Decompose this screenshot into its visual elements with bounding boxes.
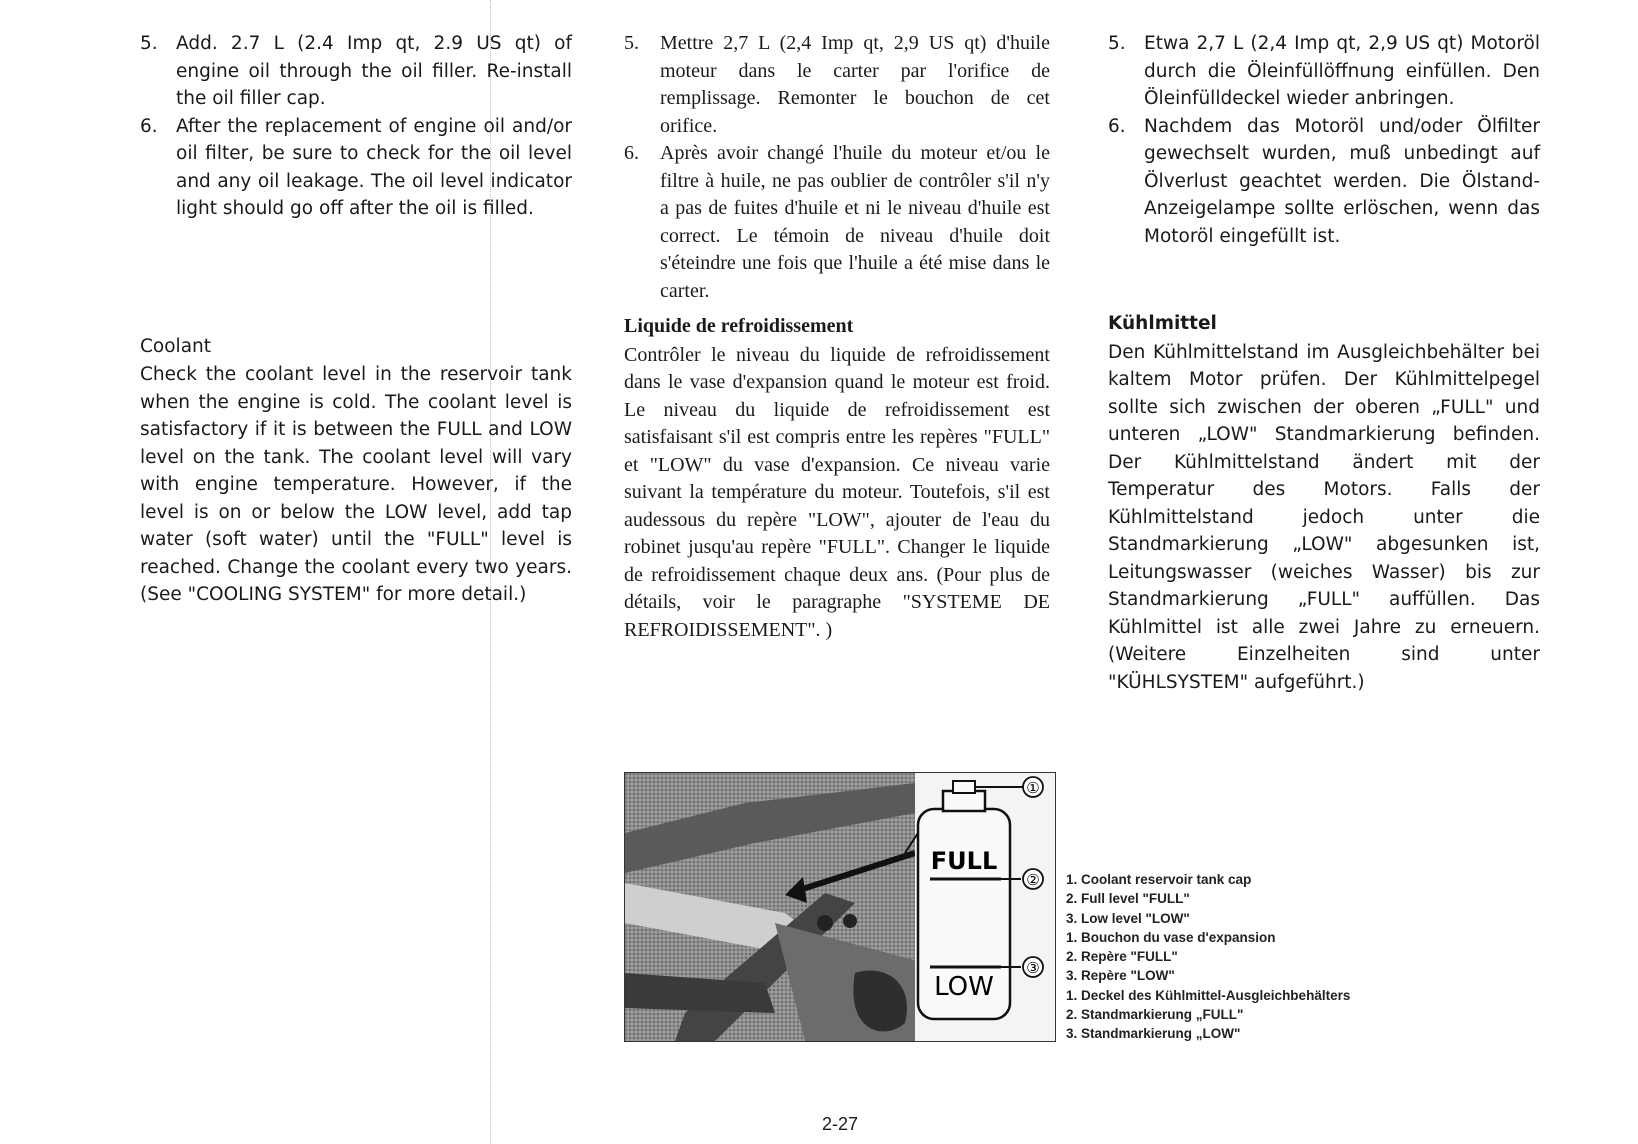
page-number: 2-27: [822, 1114, 859, 1134]
list-item: [140, 30, 572, 113]
section-body: Contrôler le niveau du liquide de refroidissement dans le vase d'expansion quand le moteur est froid. Le niveau du liquide de refroidissement est satisfaisant s'il est compris entre les repères "FULL" et "LOW" du vase d'expansion. Ce niveau varie suivant la température du moteur. Toutefois, s'il est audessous du repère "LOW", ajouter de l'eau du robinet jusqu'au repère "FULL". Changer le liquide de refroidissement chaque deux ans. (Pour plus de détails, voir le paragraphe "SYSTEME DE REFROIDISSEMENT". ): [624, 343, 1050, 641]
item-text: Add. 2.7 L (2.4 Imp qt, 2.9 US qt) of engine oil through the oil filler. Re-install the oil filler cap.: [176, 33, 572, 109]
legend-item: 3. Repère "LOW": [1066, 968, 1175, 984]
legend-item: 1. Deckel des Kühlmittel-Ausgleichbehälters: [1066, 987, 1351, 1003]
callout-1: ①: [1026, 779, 1040, 797]
legend-item: 2. Standmarkierung „FULL": [1066, 1007, 1244, 1023]
item-number: 6.: [1108, 115, 1126, 137]
low-mark-label: LOW: [934, 972, 994, 1002]
section-body: Den Kühlmittelstand im Ausgleichbehälter bei kaltem Motor prüfen. Der Kühlmittelpegel sollte sich zwischen der oberen „FULL" und unteren „LOW" Standmarkierung befinden. Der Kühlmittelstand ändert mit der Temperatur des Motors. Falls der Kühlmittelstand jedoch unter die Standmarkierung „LOW" abgesunken ist, Leitungswasser (weiches Wasser) bis zur Standmarkierung „FULL" auffüllen. Das Kühlmittel ist alle zwei Jahre zu erneuern. (Weitere Einzelheiten sind unter "KÜHLSYSTEM" aufgeführt.): [1108, 341, 1540, 693]
section-heading: Coolant: [140, 335, 212, 357]
french-column: [624, 30, 1050, 644]
spacer: [624, 305, 1050, 313]
figure-legend: [1066, 870, 1350, 1044]
item-text: Nachdem das Motoröl und/oder Ölfilter gewechselt wurden, muß unbedingt auf Ölverlust geachtet werden. Die Ölstand-Anzeigelampe sollte erlöschen, wenn das Motoröl eingefüllt ist.: [1144, 115, 1540, 247]
english-column: [140, 30, 572, 609]
item-number: 6.: [140, 115, 158, 137]
german-column: [1108, 30, 1540, 696]
legend-item: 2. Repère "FULL": [1066, 949, 1178, 965]
legend-item: 2. Full level "FULL": [1066, 891, 1190, 907]
list-item: [624, 30, 1050, 140]
item-text: After the replacement of engine oil and/or oil filter, be sure to check for the oil level and any oil leakage. The oil level indicator light should go off after the oil is filled.: [176, 115, 572, 219]
legend-item: 1. Coolant reservoir tank cap: [1066, 872, 1252, 887]
section-body: Check the coolant level in the reservoir tank when the engine is cold. The coolant level is satisfactory if it is between the FULL and LOW level on the tank. The coolant level will vary with engine temperature. However, if the level is on or below the LOW level, add tap water (soft water) until the "FULL" level is reached. Change the coolant every two years. (See "COOLING SYSTEM" for more detail.): [140, 364, 572, 605]
item-number: 6.: [624, 142, 639, 164]
legend-item: 3. Low level "LOW": [1066, 910, 1190, 926]
list-item: [624, 140, 1050, 305]
photo-illustration: [625, 773, 1055, 1041]
section-heading: Liquide de refroidissement: [624, 315, 854, 337]
item-text: Etwa 2,7 L (2,4 Imp qt, 2,9 US qt) Motoröl durch die Öleinfüllöffnung einfüllen. Den Öleinfülldeckel wieder anbringen.: [1144, 33, 1540, 109]
list-item: [1108, 30, 1540, 113]
section-heading: Kühlmittel: [1108, 313, 1217, 334]
list-item: [1108, 113, 1540, 251]
list-item: [140, 113, 572, 223]
item-text: Mettre 2,7 L (2,4 Imp qt, 2,9 US qt) d'huile moteur dans le carter par l'orifice de remplissage. Remonter le bouchon de cet orifice.: [660, 32, 1050, 137]
full-mark-label: FULL: [930, 847, 998, 875]
callout-2: ②: [1026, 871, 1040, 889]
spacer: [140, 223, 572, 333]
item-number: 5.: [624, 32, 639, 54]
legend-item: 1. Bouchon du vase d'expansion: [1066, 929, 1276, 945]
callout-3: ③: [1026, 959, 1040, 977]
item-number: 5.: [1108, 33, 1126, 54]
item-text: Après avoir changé l'huile du moteur et/ou le filtre à huile, ne pas oublier de contrôler s'il n'y a pas de fuites d'huile et ni le niveau d'huile est correct. Le témoin de niveau d'huile doit s'éteindre une fois que l'huile a été mise dans le carter.: [660, 142, 1050, 302]
coolant-tank-photo: [624, 772, 1056, 1042]
legend-item: 3. Standmarkierung „LOW": [1066, 1026, 1241, 1042]
item-number: 5.: [140, 33, 158, 54]
spacer: [1108, 250, 1540, 310]
